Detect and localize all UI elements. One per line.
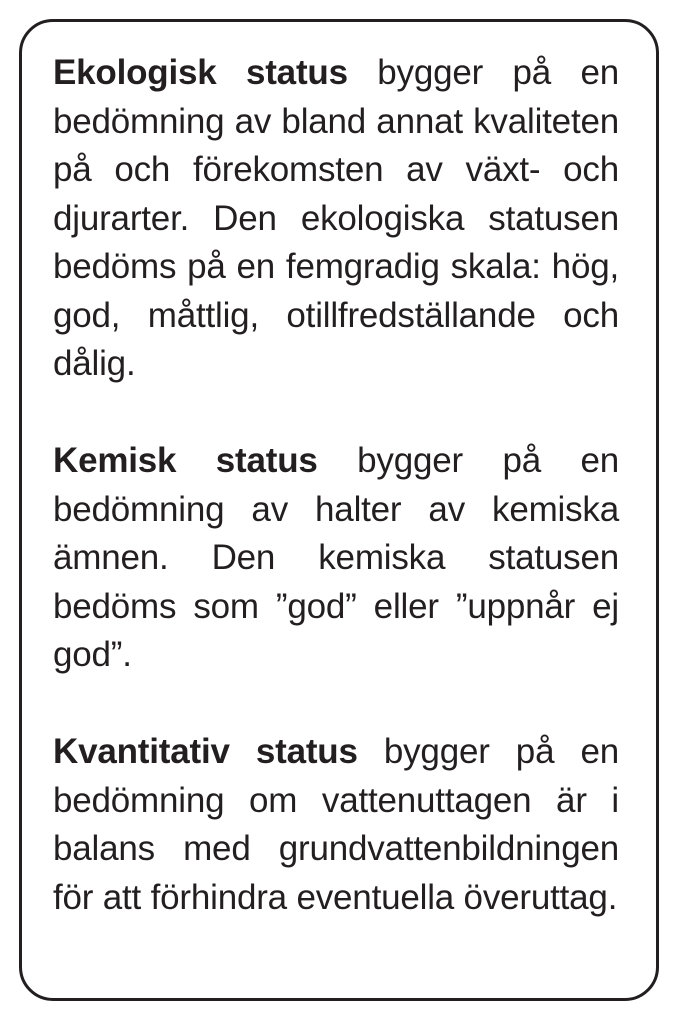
term-kemisk-status: Kemisk status (53, 441, 318, 480)
description-ekologisk-status: bygger på en bedömning av bland annat kvaliteten på och förekomsten av växt- och djurarter. Den ekologiska statusen bedöms på en femgradig skala: hög, god, måttlig, otillfredställande och dålig. (53, 53, 620, 383)
info-box (19, 19, 659, 1001)
paragraph-kemisk-status (53, 437, 619, 680)
term-kvantitativ-status: Kvantitativ status (53, 732, 358, 771)
description-kvantitativ-status: bygger på en bedömning om vattenuttagen är i balans med grundvattenbildningen för att förhindra eventuella överuttag. (53, 732, 619, 917)
info-box-content (53, 49, 619, 922)
paragraph-ekologisk-status (53, 49, 619, 389)
term-ekologisk-status: Ekologisk status (53, 53, 348, 92)
paragraph-kvantitativ-status (53, 728, 619, 922)
description-kemisk-status: bygger på en bedömning av halter av kemiska ämnen. Den kemiska statusen bedöms som ”god” eller ”uppnår ej god”. (53, 441, 619, 674)
